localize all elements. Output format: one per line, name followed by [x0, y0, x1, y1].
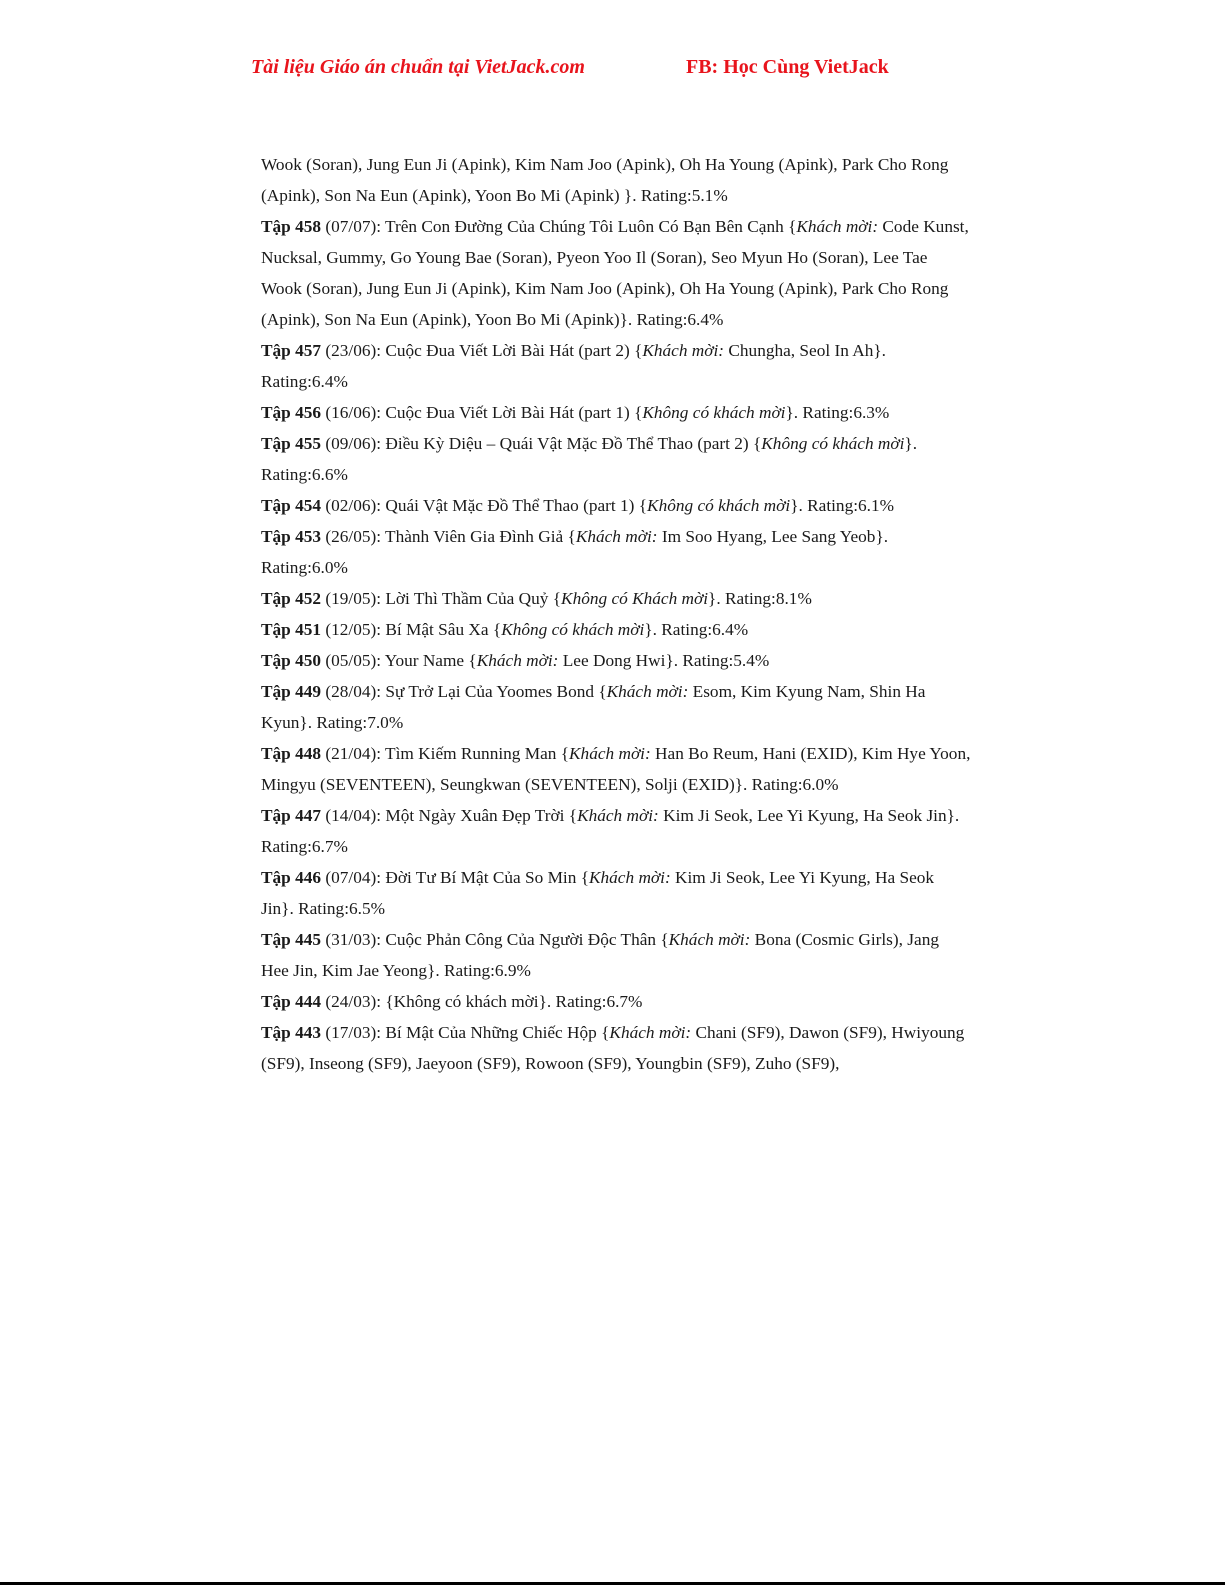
episode-entry [261, 676, 971, 738]
guest-label: Khách mời: [476, 651, 559, 670]
episode-number: Tập 455 [261, 434, 322, 453]
episode-number: Tập 447 [261, 806, 322, 825]
episode-rating: }. Rating:6.6% [261, 434, 918, 484]
guest-open-brace: { [598, 682, 607, 701]
episode-date: (24/03): [321, 992, 386, 1011]
episode-title: Bí Mật Của Những Chiếc Hộp [385, 1023, 602, 1042]
episodes-container [261, 211, 971, 1079]
episode-date: (07/07): [321, 217, 386, 236]
guest-names: Kim Ji Seok, Lee Yi Kyung, Ha Seok Jin [658, 806, 947, 825]
episode-date: (23/06): [321, 341, 386, 360]
episode-entry [261, 211, 971, 335]
guest-names: Han Bo Reum, Hani (EXID), Kim Hye Yoon, Mingyu (SEVENTEEN), Seungkwan (SEVENTEEN), Solji (EXID) [261, 744, 971, 794]
episode-date: (14/04): [321, 806, 386, 825]
guest-open-brace: { [492, 620, 502, 639]
episode-date: (09/06): [321, 434, 386, 453]
episode-entry [261, 335, 971, 397]
episode-rating: }. Rating:6.4% [261, 341, 886, 391]
episode-date: (26/05): [321, 527, 386, 546]
episode-title: Thành Viên Gia Đình Giả [385, 527, 568, 546]
guest-label: Khách mời: [642, 341, 725, 360]
episode-rating: }. Rating:6.7% [261, 806, 960, 856]
episode-entry [261, 428, 971, 490]
episode-entry [261, 583, 971, 614]
episode-number: Tập 448 [261, 744, 322, 763]
episode-number: Tập 452 [261, 589, 322, 608]
episode-title: Sự Trở Lại Của Yoomes Bond [385, 682, 599, 701]
guest-label: Khách mời: [609, 1023, 692, 1042]
episode-entry [261, 521, 971, 583]
episode-entry [261, 490, 971, 521]
guest-label: Không có Khách mời [561, 589, 709, 608]
guest-names: Chani (SF9), Dawon (SF9), Hwiyoung (SF9), Inseong (SF9), Jaeyoon (SF9), Rowoon (SF9), Youngbin (SF9), Zuho (SF9), [261, 1023, 965, 1073]
guest-names: Bona (Cosmic Girls), Jang Hee Jin, Kim Jae Yeong [261, 930, 939, 980]
guest-open-brace: { [560, 744, 570, 763]
episode-entry [261, 986, 971, 1017]
guest-names: Chungha, Seol In Ah [724, 341, 874, 360]
episode-number: Tập 453 [261, 527, 322, 546]
page-header [0, 56, 1225, 88]
guest-label: Khách mời: [577, 806, 659, 825]
episode-entry [261, 800, 971, 862]
episode-rating: }. Rating:7.0% [299, 713, 404, 732]
episode-number: Tập 443 [261, 1023, 322, 1042]
guest-label: Không có khách mời [501, 620, 645, 639]
episode-date: (05/05): [321, 651, 385, 670]
episode-title: Quái Vật Mặc Đồ Thể Thao (part 1) [385, 496, 639, 515]
guest-open-brace: { [634, 341, 643, 360]
episode-rating: }. Rating:6.0% [734, 775, 839, 794]
episode-title: Một Ngày Xuân Đẹp Trời [385, 806, 569, 825]
episode-number: Tập 446 [261, 868, 322, 887]
guest-open-brace: { [601, 1023, 610, 1042]
guest-open-brace: { [468, 651, 477, 670]
guest-open-brace: { [638, 496, 648, 515]
guest-open-brace: { [552, 589, 562, 608]
episode-date: (07/04): [321, 868, 386, 887]
episode-number: Tập 456 [261, 403, 322, 422]
episode-rating: }. Rating:6.4% [644, 620, 749, 639]
episode-number: Tập 454 [261, 496, 322, 515]
episode-title: Cuộc Đua Viết Lời Bài Hát (part 1) [385, 403, 635, 422]
guest-open-brace: { [788, 217, 797, 236]
episode-date: (17/03): [321, 1023, 386, 1042]
episode-number: Tập 457 [261, 341, 322, 360]
episode-number: Tập 449 [261, 682, 322, 701]
episode-rating: }. Rating:6.1% [790, 496, 895, 515]
guest-label: Khách mời: [589, 868, 671, 887]
guest-names: Esom, Kim Kyung Nam, Shin Ha Kyun [261, 682, 926, 732]
guest-label: Không có khách mời [647, 496, 791, 515]
episode-date: (28/04): [321, 682, 386, 701]
episode-date: (02/06): [321, 496, 386, 515]
guest-names: Code Kunst, Nucksal, Gummy, Go Young Bae (Soran), Pyeon Yoo Il (Soran), Seo Myun Ho (Soran), Lee Tae Wook (Soran), Jung Eun Ji (Apink), Kim Nam Joo (Apink), Oh Ha Young (Apink), Park Cho Rong (Apink), Son Na Eun (Apink), Yoon Bo Mi (Apink) [261, 217, 969, 329]
guest-open-brace: { [752, 434, 762, 453]
episode-title: Trên Con Đường Của Chúng Tôi Luôn Có Bạn Bên Cạnh [385, 217, 789, 236]
episode-title: Điều Kỳ Diệu – Quái Vật Mặc Đồ Thể Thao (part 2) [385, 434, 753, 453]
intro-paragraph: Wook (Soran), Jung Eun Ji (Apink), Kim Nam Joo (Apink), Oh Ha Young (Apink), Park Cho Rong (Apink), Son Na Eun (Apink), Yoon Bo Mi (Apink) }. Rating:5.1% [261, 155, 949, 205]
guest-open-brace: { [567, 527, 576, 546]
header-facebook-page: FB: Học Cùng VietJack [686, 56, 889, 78]
guest-open-brace: { [634, 403, 643, 422]
episode-date: (19/05): [321, 589, 386, 608]
episode-entry [261, 614, 971, 645]
episode-number: Tập 450 [261, 651, 322, 670]
episode-rating: }. Rating:5.4% [665, 651, 770, 670]
episode-title: Lời Thì Thầm Của Quỷ [385, 589, 553, 608]
episode-entry [261, 924, 971, 986]
episode-date: (16/06): [321, 403, 386, 422]
episode-rating: }. Rating:6.3% [785, 403, 890, 422]
episode-number: Tập 451 [261, 620, 322, 639]
episode-date: (21/04): [321, 744, 386, 763]
episode-entry [261, 645, 971, 676]
episode-title: Bí Mật Sâu Xa [385, 620, 493, 639]
guest-open-brace: { [568, 806, 578, 825]
episode-entry [261, 862, 971, 924]
guest-label: Khách mời: [569, 744, 651, 763]
episode-list [261, 149, 971, 1079]
episode-rating: }. Rating:6.0% [261, 527, 889, 577]
episode-title: Tìm Kiếm Running Man [385, 744, 561, 763]
episode-rating: }. Rating:6.5% [281, 899, 385, 918]
guest-names: Im Soo Hyang, Lee Sang Yeob [657, 527, 876, 546]
header-site-title: Tài liệu Giáo án chuẩn tại VietJack.com [251, 56, 585, 78]
guest-label: Không có khách mời [642, 403, 786, 422]
episode-entry [261, 397, 971, 428]
episode-date: (12/05): [321, 620, 386, 639]
guest-label: Khách mời: [796, 217, 879, 236]
episode-rating: }. Rating:6.7% [538, 992, 643, 1011]
guest-open-brace: {Không có khách mời [385, 992, 539, 1011]
episode-rating: }. Rating:6.9% [427, 961, 531, 980]
guest-names: Lee Dong Hwi [558, 651, 666, 670]
episode-title: Your Name [384, 651, 469, 670]
guest-label: Khách mời: [668, 930, 751, 949]
episode-number: Tập 458 [261, 217, 322, 236]
episode-number: Tập 445 [261, 930, 322, 949]
guest-label: Không có khách mời [761, 434, 905, 453]
episode-rating: }. Rating:8.1% [708, 589, 812, 608]
episode-entry [261, 1017, 971, 1079]
episode-title: Cuộc Phản Công Của Người Độc Thân [385, 930, 661, 949]
episode-date: (31/03): [321, 930, 386, 949]
guest-names: Kim Ji Seok, Lee Yi Kyung, Ha Seok Jin [261, 868, 935, 918]
guest-label: Khách mời: [606, 682, 689, 701]
episode-entry [261, 738, 971, 800]
guest-label: Khách mời: [575, 527, 658, 546]
guest-open-brace: { [580, 868, 589, 887]
episode-title: Cuộc Đua Viết Lời Bài Hát (part 2) [385, 341, 635, 360]
guest-open-brace: { [660, 930, 669, 949]
episode-rating: }. Rating:6.4% [619, 310, 724, 329]
episode-title: Đời Tư Bí Mật Của So Min [385, 868, 581, 887]
episode-number: Tập 444 [261, 992, 322, 1011]
